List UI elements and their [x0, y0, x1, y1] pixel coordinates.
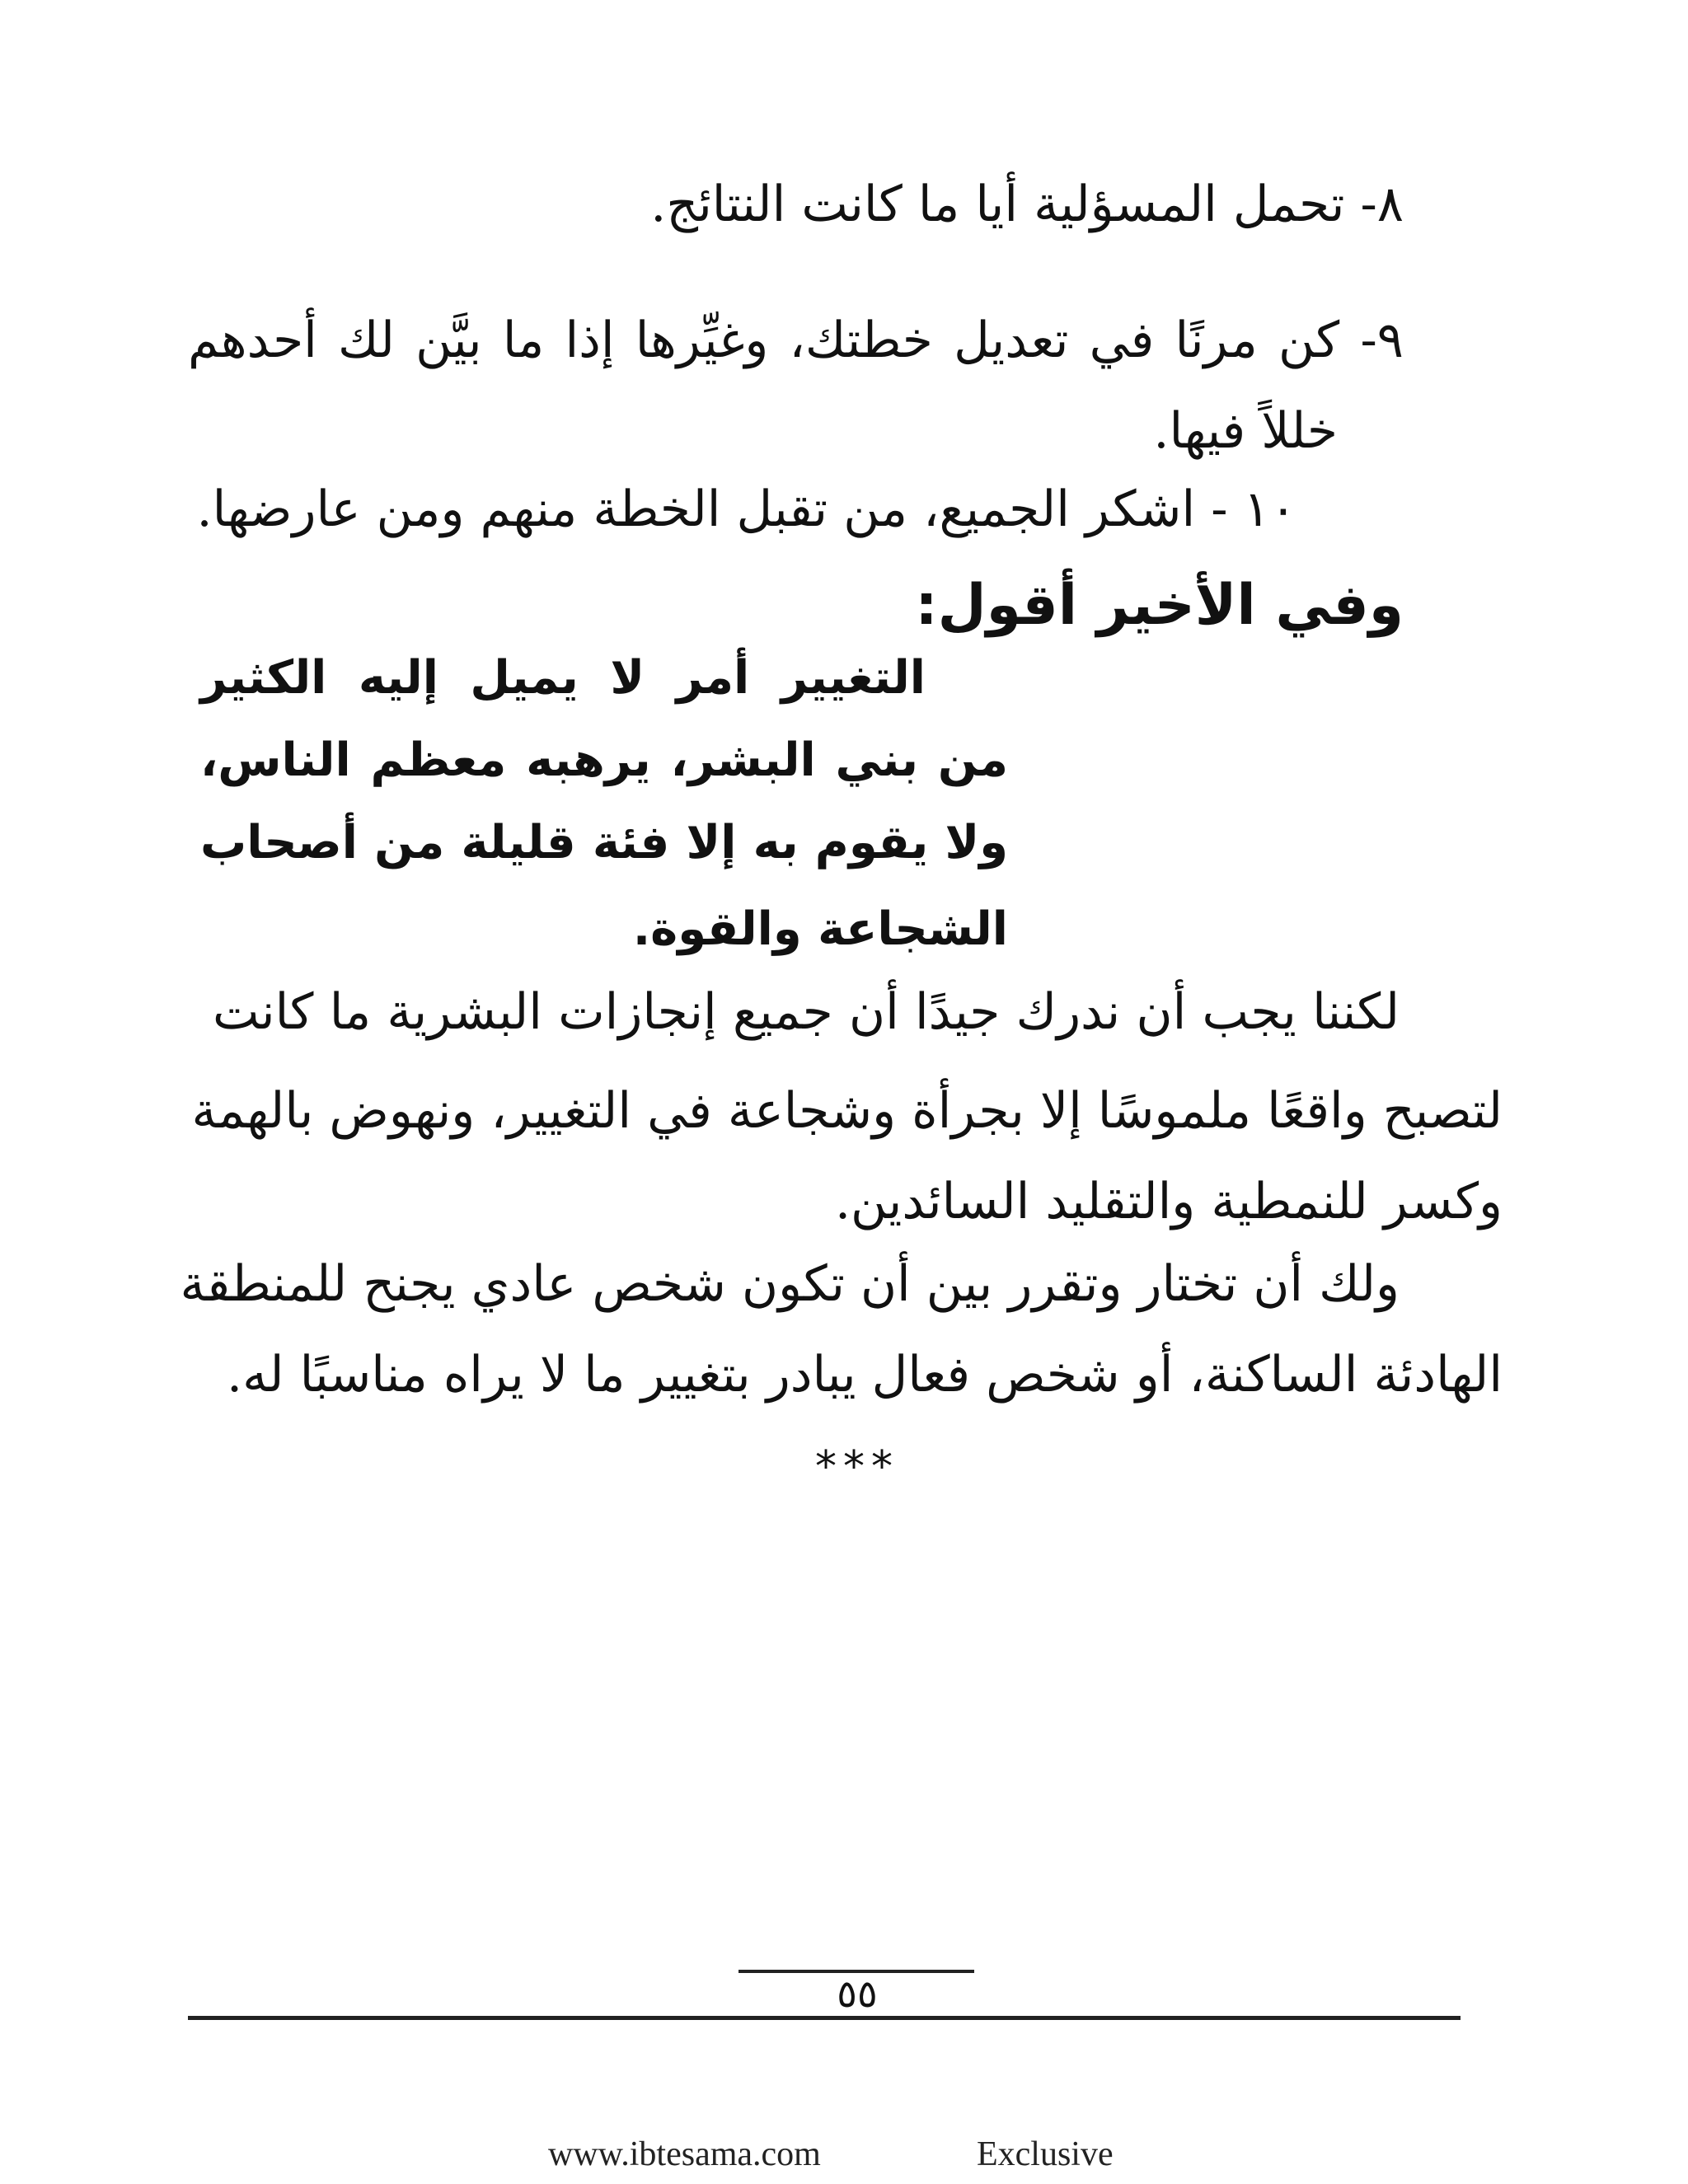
paragraph-1-line-3: وكسر للنمطية والتقليد السائدين.: [834, 1173, 1503, 1230]
quote-line-4: الشجاعة والقوة.: [632, 902, 1008, 956]
list-item-8: ٨- تحمل المسؤلية أيا ما كانت النتائج.: [650, 176, 1404, 233]
paragraph-2-line-2: الهادئة الساكنة، أو شخص فعال يبادر بتغيير ما لا يراه مناسبًا له.: [227, 1346, 1503, 1404]
paragraph-1-line-1: لكننا يجب أن ندرك جيدًا أن جميع إنجازات البشرية ما كانت: [213, 983, 1400, 1041]
quote-line-3: ولا يقوم به إلا فئة قليلة من أصحاب: [200, 816, 1008, 869]
paragraph-1-line-2: لتصبح واقعًا ملموسًا إلا بجرأة وشجاعة في التغيير، ونهوض بالهمة: [191, 1082, 1503, 1140]
section-heading: وفي الأخير أقول:: [915, 573, 1404, 638]
page-number: ٥٥: [837, 1971, 878, 2016]
quote-line-1: التغيير أمر لا يميل إليه الكثير: [200, 651, 926, 705]
list-item-10: ١٠ - اشكر الجميع، من تقبل الخطة منهم ومن عارضها.: [196, 480, 1296, 538]
list-item-9-line-1: ٩- كن مرنًا في تعديل خطتك، وغيِّرها إذا ما بيَّن لك أحدهم: [188, 312, 1404, 369]
footer-rule: [188, 2016, 1461, 2020]
footer-website: www.ibtesama.com: [548, 2135, 821, 2173]
quote-line-2: من بني البشر، يرهبه معظم الناس،: [200, 733, 1008, 787]
list-item-9-line-2: خللاً فيها.: [1153, 402, 1338, 460]
section-separator: ***: [815, 1442, 899, 1492]
footer-label: Exclusive: [977, 2135, 1114, 2173]
paragraph-2-line-1: ولك أن تختار وتقرر بين أن تكون شخص عادي يجنح للمنطقة: [180, 1255, 1400, 1313]
